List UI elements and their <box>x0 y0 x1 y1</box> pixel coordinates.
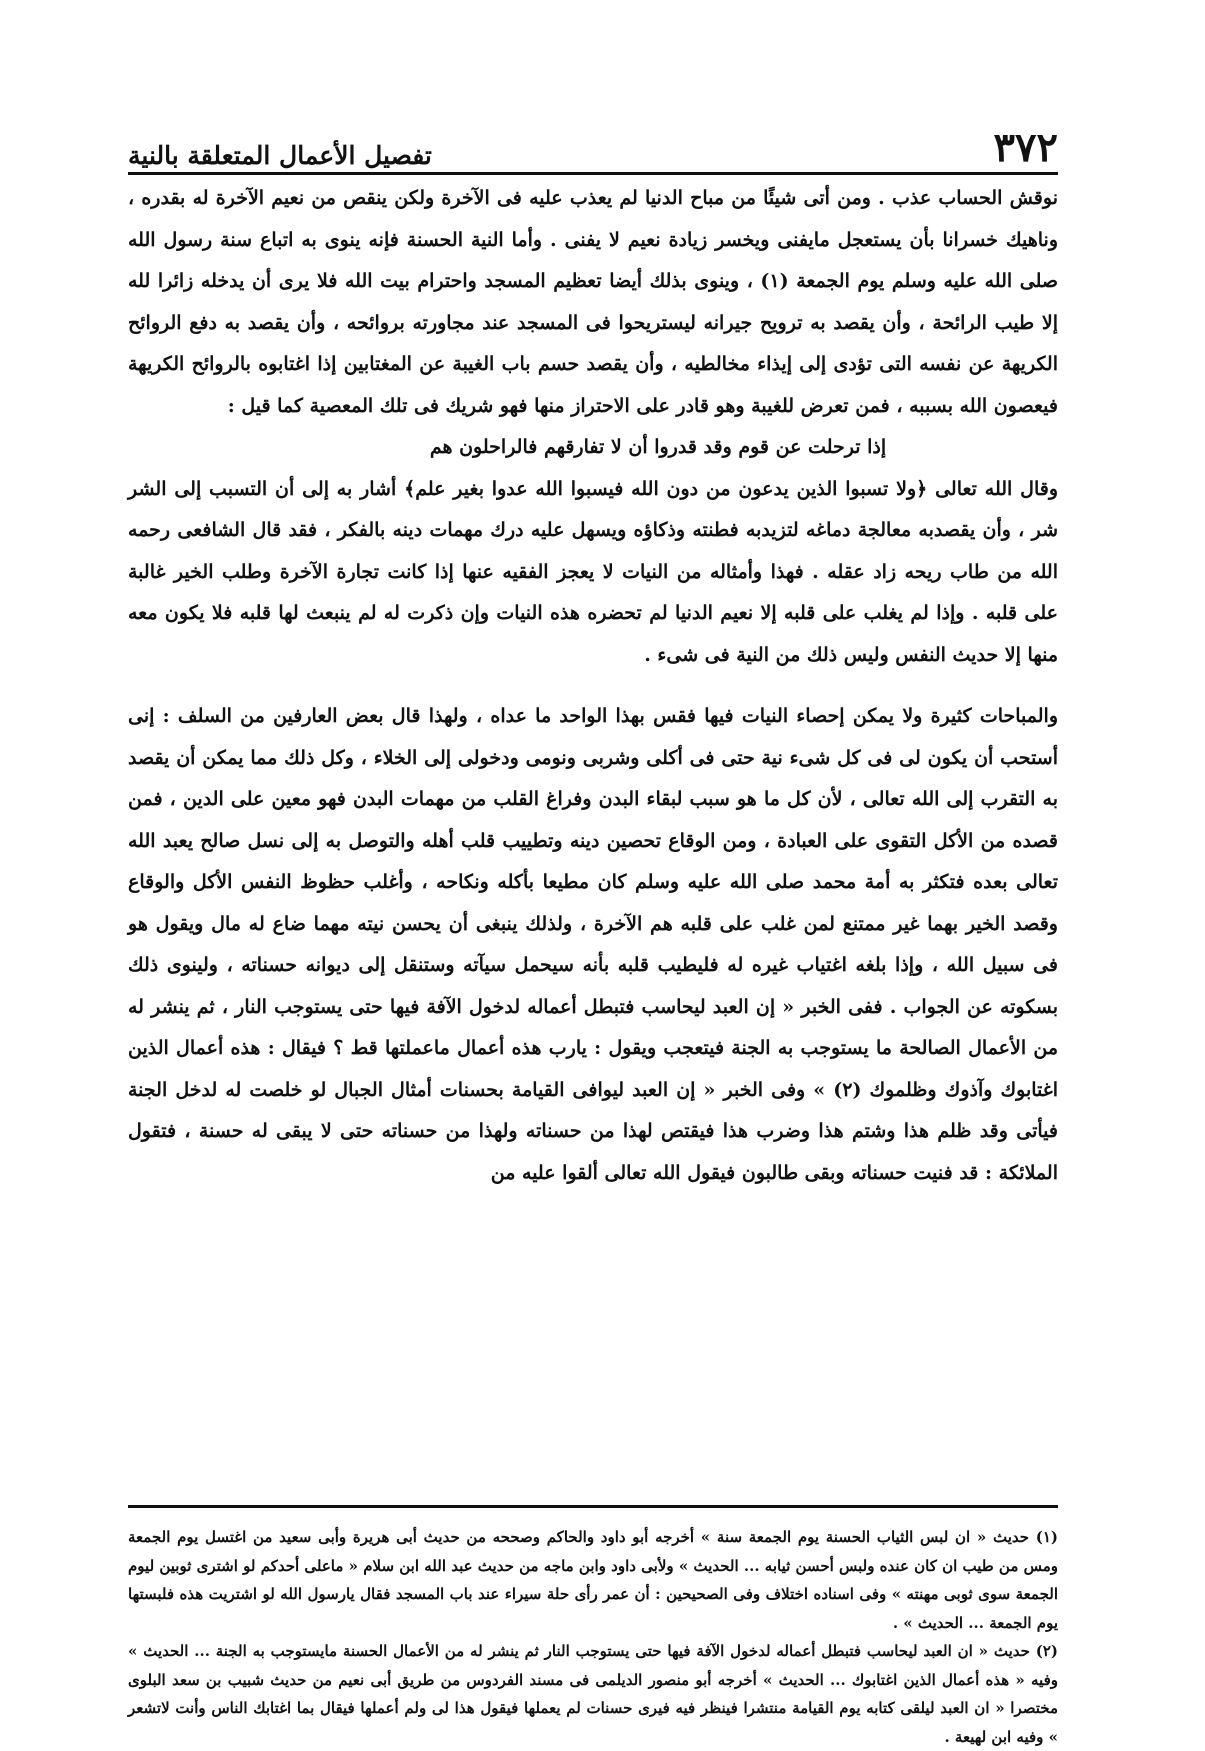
paragraph: نوقش الحساب عذب . ومن أتى شيئًا من مباح الدنيا لم يعذب عليه فى الآخرة ولكن ينقص من نعيم الآخرة له بقدره ، وناهيك خسرانا بأن يستعجل مايفنى ويخسر زيادة نعيم لا يفنى . وأما النية الحسنة فإنه ينوى به اتباع سنة رسول الله صلى الله عليه وسلم يوم الجمعة (١) ، وينوى بذلك أيضا تعظيم المسجد واحترام بيت الله فلا يرى أن يدخله زائرا لله إلا طيب الرائحة ، وأن يقصد به ترويح جيرانه ليستريحوا فى المسجد عند مجاورته بروائحه ، وأن يقصد به دفع الروائح الكريهة عن نفسه التى تؤدى إلى إيذاء مخالطيه ، وأن يقصد حسم باب الغيبة عن المغتابين إذا اغتابوه بالروائح الكريهة فيعصون الله بسببه ، فمن تعرض للغيبة وهو قادر على الاحتراز منها فهو شريك فى تلك المعصية كما قيل : <box>128 187 1058 417</box>
paragraph-gap <box>128 676 1058 696</box>
header-rule <box>128 172 1058 175</box>
footnote: (٢) حديث « ان العبد ليحاسب فتبطل أعماله لدخول الآفة فيها حتى يستوجب النار ثم ينشر له من الأعمال الحسنة مايستوجب به الجنة ... الحديث » وفيه « هذه أعمال الذين اغتابوك ... الحديث » أخرجه أبو منصور الديلمى فى مسند الفردوس من طريق أبى نعيم من حديث شبيب بن سعد البلوى مختصرا « ان العبد ليلقى كتابه يوم القيامة منتشرا فينظر فيه فيرى حسنات لم يعملها فيقول هذا لى ولم أعملها فيقال بما اغتابك الناس وأنت لاتشعر » وفيه ابن لهيعة . <box>128 1642 1058 1746</box>
verse: إذا ترحلت عن قوم وقد قدروا أن لا تفارقهم فالراحلون هم <box>429 436 887 458</box>
page-number: ٣٧٢ <box>993 124 1058 171</box>
main-text <box>128 178 1058 1194</box>
footnote: (١) حديث « ان لبس الثياب الحسنة يوم الجمعة سنة » أخرجه أبو داود والحاكم وصححه من حديث أبى هريرة وأبى سعيد من اغتسل يوم الجمعة ومس من طيب ان كان عنده ولبس أحسن ثيابه ... الحديث » ولأبى داود وابن ماجه من حديث عبد الله ابن سلام « ماعلى أحدكم لو اشترى ثوبين ليوم الجمعة سوى ثوبى مهنته » وفى اسناده اختلاف وفى الصحيحين : أن عمر رأى حلة سيراء عند باب المسجد فقال يارسول الله لو اشتريت هذه فلبستها يوم الجمعة ... الحديث » . <box>128 1528 1058 1632</box>
page-header <box>128 118 1058 171</box>
paragraph: والمباحات كثيرة ولا يمكن إحصاء النيات فيها فقس بهذا الواحد ما عداه ، ولهذا قال بعض العارفين من السلف : إنى أستحب أن يكون لى فى كل شىء نية حتى فى أكلى وشربى ونومى ودخولى إلى الخلاء ، وكل ذلك مما يمكن أن يقصد به التقرب إلى الله تعالى ، لأن كل ما هو سبب لبقاء البدن وفراغ القلب من مهمات البدن فهو معين على الدين ، فمن قصده من الأكل التقوى على العبادة ، ومن الوقاع تحصين دينه وتطييب قلب أهله والتوصل به إلى نسل صالح يعبد الله تعالى بعده فتكثر به أمة محمد صلى الله عليه وسلم كان مطيعا بأكله ونكاحه ، وأغلب حظوظ النفس الأكل والوقاع وقصد الخير بهما غير ممتنع لمن غلب على قلبه هم الآخرة ، ولذلك ينبغى أن يحسن نيته مهما ضاع له مال ويقول هو فى سبيل الله ، وإذا بلغه اغتياب غيره له فليطيب قلبه بأنه سيحمل سيآته وستنقل إلى ديوانه حسناته ، ولينوى ذلك بسكوته عن الجواب . ففى الخبر « إن العبد ليحاسب فتبطل أعماله لدخول الآفة فيها حتى يستوجب النار ، ثم ينشر له من الأعمال الصالحة ما يستوجب به الجنة فيتعجب ويقول : يارب هذه أعمال ماعملتها قط ؟ فيقال : هذه أعمال الذين اغتابوك وآذوك وظلموك (٢) » وفى الخبر « إن العبد ليوافى القيامة بحسنات أمثال الجبال لو خلصت له لدخل الجنة فيأتى وقد ظلم هذا وشتم هذا وضرب هذا فيقتص لهذا من حسناته ولهذا من حسناته حتى لا يبقى له حسنة ، فتقول الملائكة : قد فنيت حسناته وبقى طالبون فيقول الله تعالى ألقوا عليه من <box>128 705 1058 1184</box>
running-title: تفصيل الأعمال المتعلقة بالنية <box>128 141 432 170</box>
paragraph: وقال الله تعالى ﴿ولا تسبوا الذين يدعون من دون الله فيسبوا الله عدوا بغير علم﴾ أشار به إلى أن التسبب إلى الشر شر ، وأن يقصدبه معالجة دماغه لتزيدبه فطنته وذكاؤه ويسهل عليه درك مهمات دينه بالفكر ، فقد قال الشافعى رحمه الله من طاب ريحه زاد عقله . فهذا وأمثاله من النيات لا يعجز الفقيه عنها إذا كانت تجارة الآخرة وطلب الخير غالبة على قلبه . وإذا لم يغلب على قلبه إلا نعيم الدنيا لم تحضره هذه النيات وإن ذكرت له لم ينبعث لها قلبه فلا يكون معه منها إلا حديث النفس وليس ذلك من النية فى شىء . <box>128 477 1058 666</box>
footnote-rule <box>128 1505 1058 1508</box>
